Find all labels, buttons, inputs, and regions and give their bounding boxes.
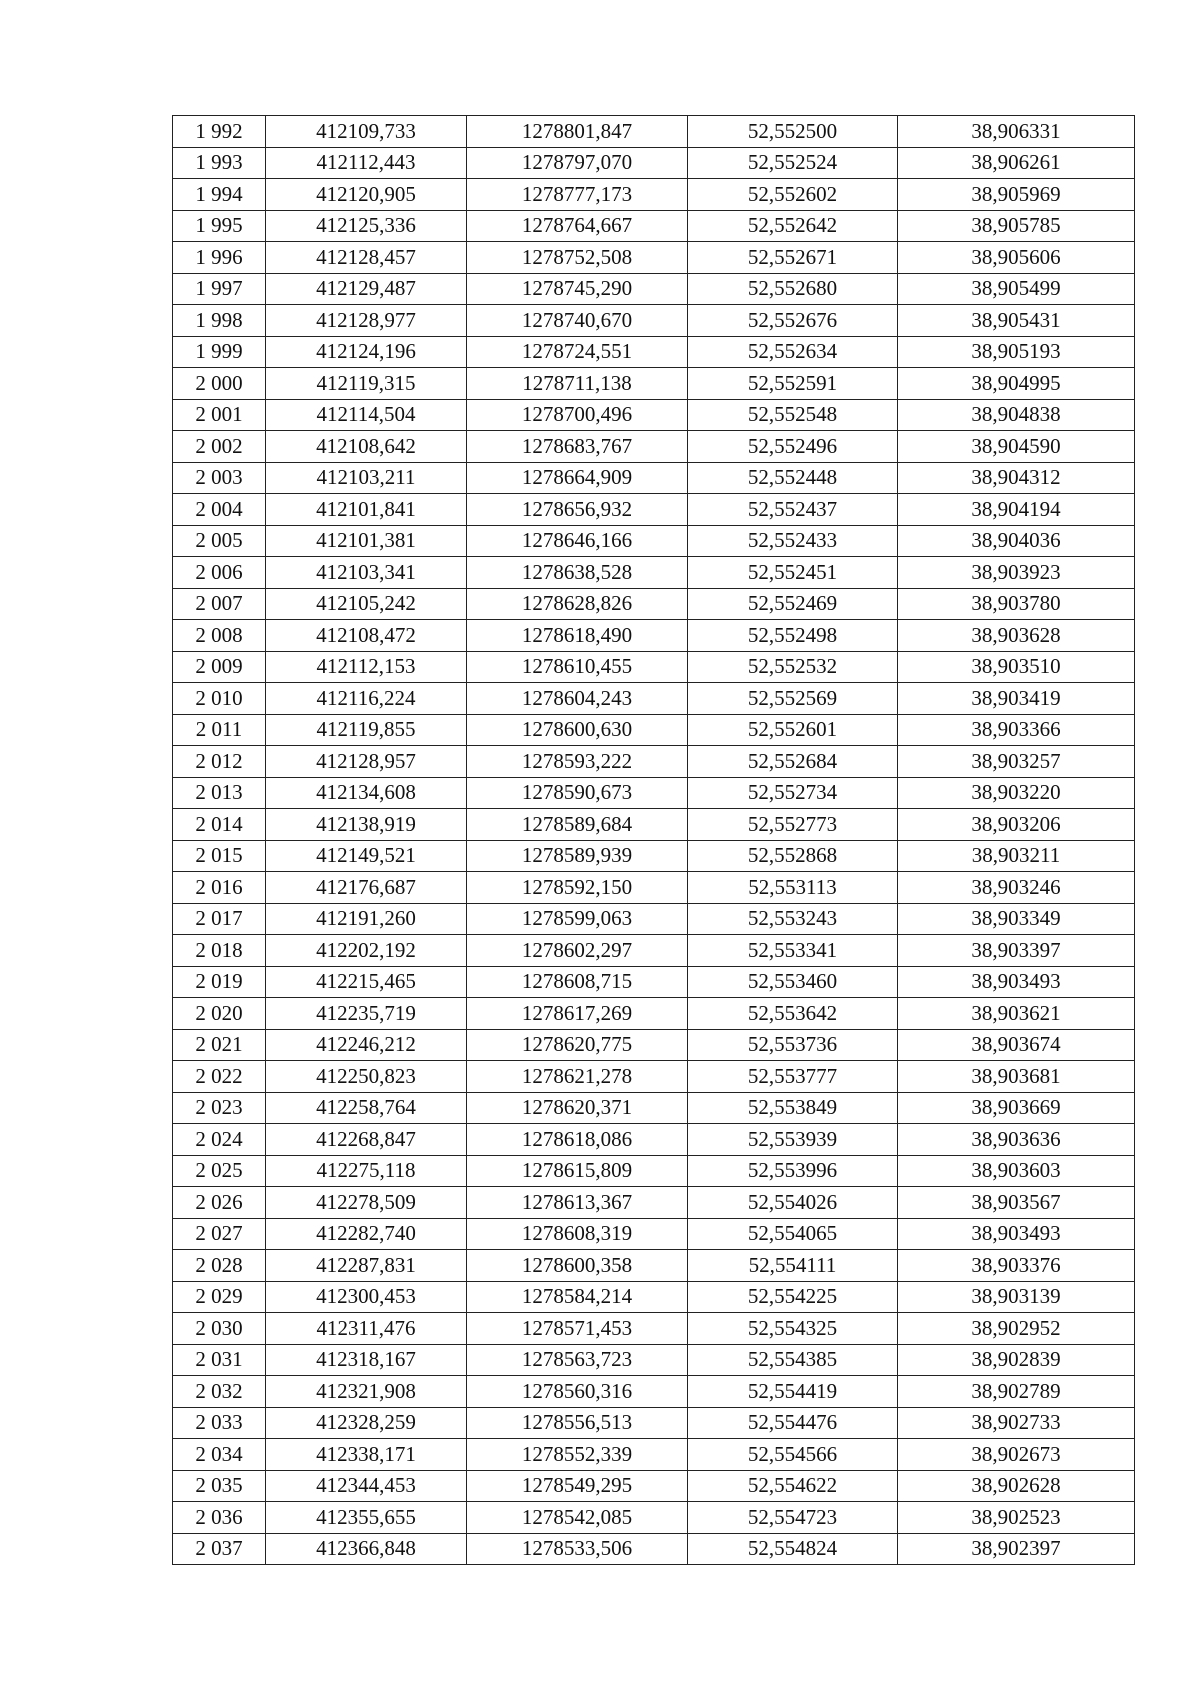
x-coordinate-cell: 412134,608 xyxy=(266,777,467,809)
latitude-cell: 52,553642 xyxy=(688,998,898,1030)
point-number-cell: 2 010 xyxy=(173,683,266,715)
latitude-cell: 52,552532 xyxy=(688,651,898,683)
latitude-cell: 52,552601 xyxy=(688,714,898,746)
y-coordinate-cell: 1278797,070 xyxy=(467,147,688,179)
latitude-cell: 52,553996 xyxy=(688,1155,898,1187)
point-number-cell: 2 033 xyxy=(173,1407,266,1439)
x-coordinate-cell: 412108,642 xyxy=(266,431,467,463)
latitude-cell: 52,553113 xyxy=(688,872,898,904)
y-coordinate-cell: 1278620,371 xyxy=(467,1092,688,1124)
x-coordinate-cell: 412105,242 xyxy=(266,588,467,620)
point-number-cell: 2 037 xyxy=(173,1533,266,1565)
x-coordinate-cell: 412355,655 xyxy=(266,1502,467,1534)
point-number-cell: 2 001 xyxy=(173,399,266,431)
latitude-cell: 52,552500 xyxy=(688,116,898,148)
longitude-cell: 38,903220 xyxy=(898,777,1135,809)
latitude-cell: 52,552496 xyxy=(688,431,898,463)
longitude-cell: 38,902628 xyxy=(898,1470,1135,1502)
y-coordinate-cell: 1278618,490 xyxy=(467,620,688,652)
table-row xyxy=(173,1376,1135,1408)
longitude-cell: 38,903349 xyxy=(898,903,1135,935)
table-row xyxy=(173,1124,1135,1156)
point-number-cell: 1 998 xyxy=(173,305,266,337)
y-coordinate-cell: 1278604,243 xyxy=(467,683,688,715)
table-row xyxy=(173,872,1135,904)
latitude-cell: 52,554026 xyxy=(688,1187,898,1219)
point-number-cell: 2 017 xyxy=(173,903,266,935)
point-number-cell: 2 005 xyxy=(173,525,266,557)
latitude-cell: 52,552671 xyxy=(688,242,898,274)
y-coordinate-cell: 1278593,222 xyxy=(467,746,688,778)
y-coordinate-cell: 1278571,453 xyxy=(467,1313,688,1345)
longitude-cell: 38,902523 xyxy=(898,1502,1135,1534)
point-number-cell: 2 009 xyxy=(173,651,266,683)
latitude-cell: 52,553939 xyxy=(688,1124,898,1156)
point-number-cell: 1 994 xyxy=(173,179,266,211)
y-coordinate-cell: 1278618,086 xyxy=(467,1124,688,1156)
x-coordinate-cell: 412119,855 xyxy=(266,714,467,746)
table-row xyxy=(173,1187,1135,1219)
longitude-cell: 38,903376 xyxy=(898,1250,1135,1282)
table-row xyxy=(173,935,1135,967)
y-coordinate-cell: 1278740,670 xyxy=(467,305,688,337)
x-coordinate-cell: 412282,740 xyxy=(266,1218,467,1250)
point-number-cell: 2 006 xyxy=(173,557,266,589)
x-coordinate-cell: 412275,118 xyxy=(266,1155,467,1187)
y-coordinate-cell: 1278592,150 xyxy=(467,872,688,904)
point-number-cell: 2 003 xyxy=(173,462,266,494)
point-number-cell: 2 013 xyxy=(173,777,266,809)
x-coordinate-cell: 412235,719 xyxy=(266,998,467,1030)
latitude-cell: 52,554723 xyxy=(688,1502,898,1534)
y-coordinate-cell: 1278752,508 xyxy=(467,242,688,274)
y-coordinate-cell: 1278549,295 xyxy=(467,1470,688,1502)
latitude-cell: 52,553777 xyxy=(688,1061,898,1093)
y-coordinate-cell: 1278584,214 xyxy=(467,1281,688,1313)
point-number-cell: 2 025 xyxy=(173,1155,266,1187)
x-coordinate-cell: 412300,453 xyxy=(266,1281,467,1313)
table-row xyxy=(173,1344,1135,1376)
y-coordinate-cell: 1278533,506 xyxy=(467,1533,688,1565)
x-coordinate-cell: 412128,977 xyxy=(266,305,467,337)
x-coordinate-cell: 412119,315 xyxy=(266,368,467,400)
longitude-cell: 38,903257 xyxy=(898,746,1135,778)
longitude-cell: 38,905606 xyxy=(898,242,1135,274)
table-row xyxy=(173,620,1135,652)
x-coordinate-cell: 412366,848 xyxy=(266,1533,467,1565)
y-coordinate-cell: 1278777,173 xyxy=(467,179,688,211)
longitude-cell: 38,903636 xyxy=(898,1124,1135,1156)
longitude-cell: 38,905431 xyxy=(898,305,1135,337)
longitude-cell: 38,902397 xyxy=(898,1533,1135,1565)
table-row xyxy=(173,746,1135,778)
latitude-cell: 52,552569 xyxy=(688,683,898,715)
table-row xyxy=(173,1407,1135,1439)
y-coordinate-cell: 1278628,826 xyxy=(467,588,688,620)
point-number-cell: 2 024 xyxy=(173,1124,266,1156)
point-number-cell: 2 032 xyxy=(173,1376,266,1408)
longitude-cell: 38,905785 xyxy=(898,210,1135,242)
table-row xyxy=(173,462,1135,494)
latitude-cell: 52,552451 xyxy=(688,557,898,589)
x-coordinate-cell: 412129,487 xyxy=(266,273,467,305)
table-row xyxy=(173,1470,1135,1502)
x-coordinate-cell: 412268,847 xyxy=(266,1124,467,1156)
y-coordinate-cell: 1278608,715 xyxy=(467,966,688,998)
longitude-cell: 38,902733 xyxy=(898,1407,1135,1439)
point-number-cell: 2 022 xyxy=(173,1061,266,1093)
longitude-cell: 38,903628 xyxy=(898,620,1135,652)
table-row xyxy=(173,1218,1135,1250)
longitude-cell: 38,902952 xyxy=(898,1313,1135,1345)
table-row xyxy=(173,651,1135,683)
longitude-cell: 38,903780 xyxy=(898,588,1135,620)
x-coordinate-cell: 412103,211 xyxy=(266,462,467,494)
latitude-cell: 52,552680 xyxy=(688,273,898,305)
point-number-cell: 2 014 xyxy=(173,809,266,841)
latitude-cell: 52,552642 xyxy=(688,210,898,242)
longitude-cell: 38,903419 xyxy=(898,683,1135,715)
latitude-cell: 52,554824 xyxy=(688,1533,898,1565)
longitude-cell: 38,905193 xyxy=(898,336,1135,368)
x-coordinate-cell: 412124,196 xyxy=(266,336,467,368)
y-coordinate-cell: 1278801,847 xyxy=(467,116,688,148)
y-coordinate-cell: 1278620,775 xyxy=(467,1029,688,1061)
longitude-cell: 38,904995 xyxy=(898,368,1135,400)
table-row xyxy=(173,1533,1135,1565)
latitude-cell: 52,554225 xyxy=(688,1281,898,1313)
table-row xyxy=(173,1281,1135,1313)
x-coordinate-cell: 412116,224 xyxy=(266,683,467,715)
y-coordinate-cell: 1278560,316 xyxy=(467,1376,688,1408)
x-coordinate-cell: 412278,509 xyxy=(266,1187,467,1219)
longitude-cell: 38,903366 xyxy=(898,714,1135,746)
point-number-cell: 2 026 xyxy=(173,1187,266,1219)
latitude-cell: 52,552498 xyxy=(688,620,898,652)
point-number-cell: 2 018 xyxy=(173,935,266,967)
x-coordinate-cell: 412138,919 xyxy=(266,809,467,841)
table-row xyxy=(173,116,1135,148)
point-number-cell: 1 993 xyxy=(173,147,266,179)
y-coordinate-cell: 1278615,809 xyxy=(467,1155,688,1187)
x-coordinate-cell: 412101,841 xyxy=(266,494,467,526)
point-number-cell: 2 000 xyxy=(173,368,266,400)
point-number-cell: 2 023 xyxy=(173,1092,266,1124)
table-row xyxy=(173,1502,1135,1534)
longitude-cell: 38,906331 xyxy=(898,116,1135,148)
x-coordinate-cell: 412321,908 xyxy=(266,1376,467,1408)
x-coordinate-cell: 412125,336 xyxy=(266,210,467,242)
longitude-cell: 38,903681 xyxy=(898,1061,1135,1093)
y-coordinate-cell: 1278608,319 xyxy=(467,1218,688,1250)
table-row xyxy=(173,998,1135,1030)
table-row xyxy=(173,1061,1135,1093)
latitude-cell: 52,554476 xyxy=(688,1407,898,1439)
x-coordinate-cell: 412128,957 xyxy=(266,746,467,778)
latitude-cell: 52,554111 xyxy=(688,1250,898,1282)
table-row xyxy=(173,1250,1135,1282)
x-coordinate-cell: 412318,167 xyxy=(266,1344,467,1376)
y-coordinate-cell: 1278552,339 xyxy=(467,1439,688,1471)
y-coordinate-cell: 1278646,166 xyxy=(467,525,688,557)
latitude-cell: 52,554622 xyxy=(688,1470,898,1502)
point-number-cell: 2 016 xyxy=(173,872,266,904)
x-coordinate-cell: 412338,171 xyxy=(266,1439,467,1471)
table-row xyxy=(173,147,1135,179)
y-coordinate-cell: 1278542,085 xyxy=(467,1502,688,1534)
latitude-cell: 52,552448 xyxy=(688,462,898,494)
point-number-cell: 2 015 xyxy=(173,840,266,872)
longitude-cell: 38,903139 xyxy=(898,1281,1135,1313)
point-number-cell: 2 030 xyxy=(173,1313,266,1345)
longitude-cell: 38,903211 xyxy=(898,840,1135,872)
y-coordinate-cell: 1278600,630 xyxy=(467,714,688,746)
y-coordinate-cell: 1278602,297 xyxy=(467,935,688,967)
table-row xyxy=(173,368,1135,400)
table-row xyxy=(173,273,1135,305)
point-number-cell: 2 027 xyxy=(173,1218,266,1250)
x-coordinate-cell: 412176,687 xyxy=(266,872,467,904)
longitude-cell: 38,903603 xyxy=(898,1155,1135,1187)
latitude-cell: 52,552868 xyxy=(688,840,898,872)
latitude-cell: 52,553736 xyxy=(688,1029,898,1061)
point-number-cell: 1 999 xyxy=(173,336,266,368)
y-coordinate-cell: 1278638,528 xyxy=(467,557,688,589)
table-row xyxy=(173,1439,1135,1471)
point-number-cell: 2 007 xyxy=(173,588,266,620)
coordinates-table-body xyxy=(173,116,1135,1565)
x-coordinate-cell: 412149,521 xyxy=(266,840,467,872)
x-coordinate-cell: 412109,733 xyxy=(266,116,467,148)
point-number-cell: 2 021 xyxy=(173,1029,266,1061)
y-coordinate-cell: 1278724,551 xyxy=(467,336,688,368)
latitude-cell: 52,552524 xyxy=(688,147,898,179)
x-coordinate-cell: 412202,192 xyxy=(266,935,467,967)
x-coordinate-cell: 412258,764 xyxy=(266,1092,467,1124)
x-coordinate-cell: 412114,504 xyxy=(266,399,467,431)
y-coordinate-cell: 1278700,496 xyxy=(467,399,688,431)
y-coordinate-cell: 1278683,767 xyxy=(467,431,688,463)
latitude-cell: 52,552676 xyxy=(688,305,898,337)
y-coordinate-cell: 1278613,367 xyxy=(467,1187,688,1219)
x-coordinate-cell: 412311,476 xyxy=(266,1313,467,1345)
point-number-cell: 2 036 xyxy=(173,1502,266,1534)
x-coordinate-cell: 412108,472 xyxy=(266,620,467,652)
table-row xyxy=(173,588,1135,620)
longitude-cell: 38,902839 xyxy=(898,1344,1135,1376)
longitude-cell: 38,904838 xyxy=(898,399,1135,431)
y-coordinate-cell: 1278656,932 xyxy=(467,494,688,526)
point-number-cell: 2 008 xyxy=(173,620,266,652)
latitude-cell: 52,554385 xyxy=(688,1344,898,1376)
point-number-cell: 2 034 xyxy=(173,1439,266,1471)
x-coordinate-cell: 412287,831 xyxy=(266,1250,467,1282)
point-number-cell: 1 995 xyxy=(173,210,266,242)
point-number-cell: 2 035 xyxy=(173,1470,266,1502)
x-coordinate-cell: 412250,823 xyxy=(266,1061,467,1093)
table-row xyxy=(173,1029,1135,1061)
table-row xyxy=(173,714,1135,746)
point-number-cell: 2 020 xyxy=(173,998,266,1030)
x-coordinate-cell: 412328,259 xyxy=(266,1407,467,1439)
latitude-cell: 52,552773 xyxy=(688,809,898,841)
latitude-cell: 52,553243 xyxy=(688,903,898,935)
longitude-cell: 38,902789 xyxy=(898,1376,1135,1408)
table-row xyxy=(173,494,1135,526)
table-row xyxy=(173,525,1135,557)
table-row xyxy=(173,1092,1135,1124)
y-coordinate-cell: 1278590,673 xyxy=(467,777,688,809)
table-row xyxy=(173,809,1135,841)
y-coordinate-cell: 1278599,063 xyxy=(467,903,688,935)
table-row xyxy=(173,431,1135,463)
y-coordinate-cell: 1278563,723 xyxy=(467,1344,688,1376)
y-coordinate-cell: 1278745,290 xyxy=(467,273,688,305)
point-number-cell: 1 997 xyxy=(173,273,266,305)
table-row xyxy=(173,557,1135,589)
y-coordinate-cell: 1278589,684 xyxy=(467,809,688,841)
point-number-cell: 2 019 xyxy=(173,966,266,998)
latitude-cell: 52,552684 xyxy=(688,746,898,778)
latitude-cell: 52,554419 xyxy=(688,1376,898,1408)
y-coordinate-cell: 1278711,138 xyxy=(467,368,688,400)
longitude-cell: 38,903567 xyxy=(898,1187,1135,1219)
table-row xyxy=(173,903,1135,935)
table-row xyxy=(173,777,1135,809)
table-row xyxy=(173,683,1135,715)
longitude-cell: 38,903923 xyxy=(898,557,1135,589)
longitude-cell: 38,904312 xyxy=(898,462,1135,494)
table-row xyxy=(173,179,1135,211)
latitude-cell: 52,552602 xyxy=(688,179,898,211)
y-coordinate-cell: 1278664,909 xyxy=(467,462,688,494)
table-row xyxy=(173,242,1135,274)
x-coordinate-cell: 412101,381 xyxy=(266,525,467,557)
point-number-cell: 2 011 xyxy=(173,714,266,746)
x-coordinate-cell: 412128,457 xyxy=(266,242,467,274)
table-row xyxy=(173,336,1135,368)
table-row xyxy=(173,1313,1135,1345)
table-row xyxy=(173,210,1135,242)
x-coordinate-cell: 412112,443 xyxy=(266,147,467,179)
coordinates-table xyxy=(172,115,1135,1565)
x-coordinate-cell: 412112,153 xyxy=(266,651,467,683)
point-number-cell: 2 012 xyxy=(173,746,266,778)
point-number-cell: 1 996 xyxy=(173,242,266,274)
y-coordinate-cell: 1278764,667 xyxy=(467,210,688,242)
latitude-cell: 52,552437 xyxy=(688,494,898,526)
longitude-cell: 38,903621 xyxy=(898,998,1135,1030)
x-coordinate-cell: 412215,465 xyxy=(266,966,467,998)
longitude-cell: 38,905969 xyxy=(898,179,1135,211)
x-coordinate-cell: 412191,260 xyxy=(266,903,467,935)
longitude-cell: 38,903246 xyxy=(898,872,1135,904)
longitude-cell: 38,904590 xyxy=(898,431,1135,463)
latitude-cell: 52,553849 xyxy=(688,1092,898,1124)
latitude-cell: 52,553460 xyxy=(688,966,898,998)
longitude-cell: 38,902673 xyxy=(898,1439,1135,1471)
table-row xyxy=(173,1155,1135,1187)
x-coordinate-cell: 412103,341 xyxy=(266,557,467,589)
point-number-cell: 2 028 xyxy=(173,1250,266,1282)
table-row xyxy=(173,966,1135,998)
longitude-cell: 38,903493 xyxy=(898,966,1135,998)
point-number-cell: 2 002 xyxy=(173,431,266,463)
longitude-cell: 38,903493 xyxy=(898,1218,1135,1250)
table-row xyxy=(173,840,1135,872)
longitude-cell: 38,903397 xyxy=(898,935,1135,967)
longitude-cell: 38,903669 xyxy=(898,1092,1135,1124)
longitude-cell: 38,904036 xyxy=(898,525,1135,557)
y-coordinate-cell: 1278600,358 xyxy=(467,1250,688,1282)
longitude-cell: 38,903510 xyxy=(898,651,1135,683)
x-coordinate-cell: 412120,905 xyxy=(266,179,467,211)
latitude-cell: 52,552591 xyxy=(688,368,898,400)
latitude-cell: 52,552433 xyxy=(688,525,898,557)
latitude-cell: 52,552734 xyxy=(688,777,898,809)
latitude-cell: 52,554566 xyxy=(688,1439,898,1471)
latitude-cell: 52,552634 xyxy=(688,336,898,368)
y-coordinate-cell: 1278589,939 xyxy=(467,840,688,872)
longitude-cell: 38,905499 xyxy=(898,273,1135,305)
y-coordinate-cell: 1278617,269 xyxy=(467,998,688,1030)
table-row xyxy=(173,305,1135,337)
table-row xyxy=(173,399,1135,431)
longitude-cell: 38,903674 xyxy=(898,1029,1135,1061)
latitude-cell: 52,553341 xyxy=(688,935,898,967)
latitude-cell: 52,554065 xyxy=(688,1218,898,1250)
point-number-cell: 2 031 xyxy=(173,1344,266,1376)
y-coordinate-cell: 1278621,278 xyxy=(467,1061,688,1093)
latitude-cell: 52,552548 xyxy=(688,399,898,431)
x-coordinate-cell: 412344,453 xyxy=(266,1470,467,1502)
longitude-cell: 38,903206 xyxy=(898,809,1135,841)
point-number-cell: 2 004 xyxy=(173,494,266,526)
y-coordinate-cell: 1278610,455 xyxy=(467,651,688,683)
y-coordinate-cell: 1278556,513 xyxy=(467,1407,688,1439)
latitude-cell: 52,552469 xyxy=(688,588,898,620)
x-coordinate-cell: 412246,212 xyxy=(266,1029,467,1061)
point-number-cell: 1 992 xyxy=(173,116,266,148)
longitude-cell: 38,906261 xyxy=(898,147,1135,179)
point-number-cell: 2 029 xyxy=(173,1281,266,1313)
latitude-cell: 52,554325 xyxy=(688,1313,898,1345)
longitude-cell: 38,904194 xyxy=(898,494,1135,526)
